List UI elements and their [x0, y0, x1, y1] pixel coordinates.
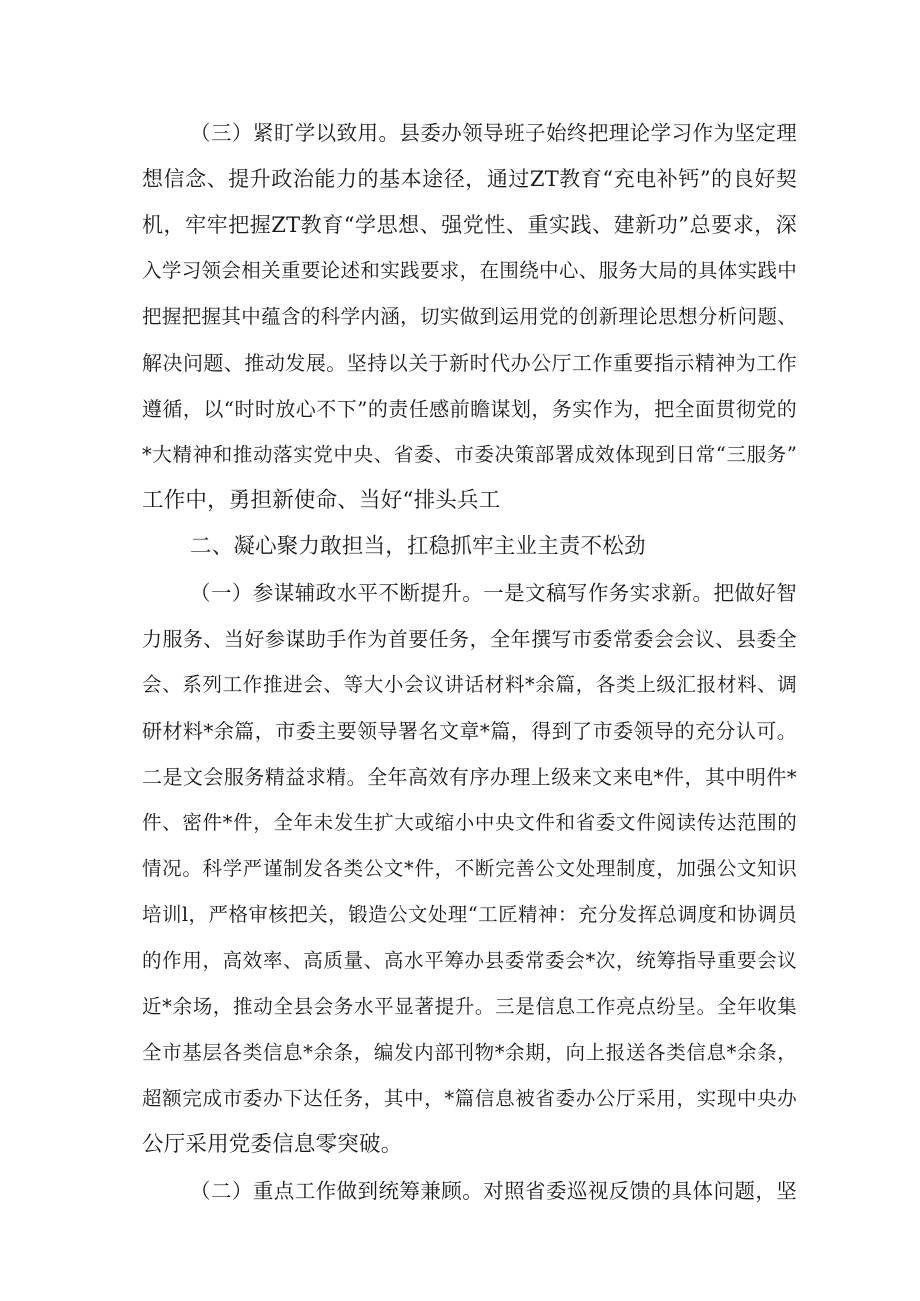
text-line: 公厅采用党委信息零突破。	[142, 1132, 403, 1157]
text-line: *大精神和推动落实党中央、省委、市委决策部署成效体现到日常“三服务”	[142, 443, 797, 466]
text-line: 解决问题、推动发展。坚持以关于新时代办公厅工作重要指示精神为工作	[142, 351, 797, 375]
text-line: 培训l，严格审核把关，锻造公文处理“工匠精神：充分发挥总调度和协调员	[142, 903, 797, 926]
text-line: 会、系列工作推进会、等大小会议讲话材料*余篇，各类上级汇报材料、调	[142, 673, 797, 696]
text-line: （三）紧盯学以致用。县委办领导班子始终把理论学习作为坚定理	[190, 121, 797, 145]
text-line: 全市基层各类信息*余条，编发内部刊物*余期，向上报送各类信息*余条，	[142, 1041, 797, 1064]
section-heading: 二、凝心聚力敢担当，扛稳抓牢主业主责不松劲	[190, 534, 646, 559]
text-line: 机，牢牢把握ZT教育“学思想、强党性、重实践、建新功”总要求，深	[142, 213, 797, 237]
text-line: 的作用，高效率、高质量、高水平筹办县委常委会*次，统筹指导重要会议	[142, 949, 797, 972]
text-line: 情况。科学严谨制发各类公文*件，不断完善公文处理制度，加强公文知识	[142, 857, 797, 880]
text-line: 超额完成市委办下达任务，其中，*篇信息被省委办公厅采用，实现中央办	[142, 1087, 797, 1110]
text-line: 遵循，以“时时放心不下”的责任感前瞻谋划，务实作为，把全面贯彻党的	[142, 397, 797, 421]
text-line: （二）重点工作做到统筹兼顾。对照省委巡视反馈的具体问题，坚	[190, 1179, 797, 1203]
text-line: 研材料*余篇，市委主要领导署名文章*篇，得到了市委领导的充分认可。	[142, 719, 797, 743]
text-line: （一）参谋辅政水平不断提升。一是文稿写作务实求新。把做好智	[190, 581, 797, 605]
text-line: 力服务、当好参谋助手作为首要任务，全年撰写市委常委会会议、县委全	[142, 627, 797, 651]
text-line: 近*余场，推动全县会务水平显著提升。三是信息工作亮点纷呈。全年收集	[142, 995, 797, 1018]
text-line: 二是文会服务精益求精。全年高效有序办理上级来文来电*件，其中明件*	[142, 765, 797, 789]
text-line: 工作中，勇担新使命、当好“排头兵工	[142, 488, 501, 513]
text-line: 件、密件*件，全年未发生扩大或缩小中央文件和省委文件阅读传达范围的	[142, 811, 797, 834]
text-line: 入学习领会相关重要论述和实践要求，在围绕中心、服务大局的具体实践中	[142, 259, 797, 282]
text-line: 想信念、提升政治能力的基本途径，通过ZT教育“充电补钙”的良好契	[142, 167, 797, 191]
text-line: 把握把握其中蕴含的科学内涵，切实做到运用党的创新理论思想分析问题、	[142, 305, 797, 328]
